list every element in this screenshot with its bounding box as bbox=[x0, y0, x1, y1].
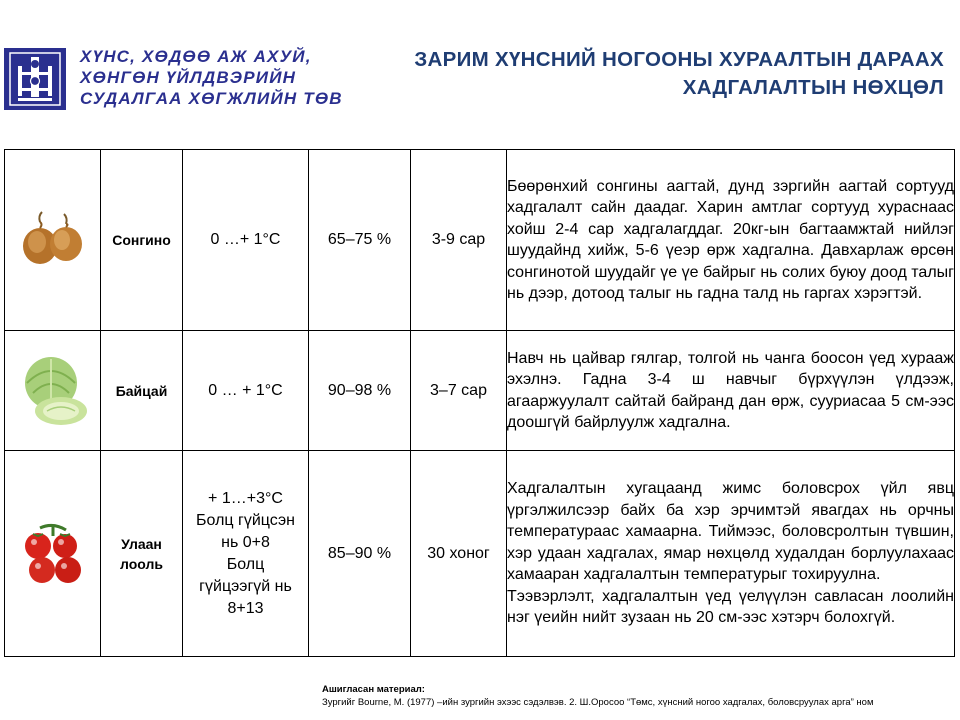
image-cell bbox=[5, 150, 101, 331]
storage-temperature-line: гүйцээгүй нь bbox=[199, 577, 292, 595]
storage-description: Навч нь цайвар гялгар, толгой нь чанга боосон үед хурааж эхэлнэ. Гадна 3-4 ш навчыг бүрхүүлэн үлдээж, агааржуулалт сайтай байранд дан өрж, сууриасаа 5 см-ээс доошгүй байрлуулж хадгална. bbox=[507, 331, 955, 451]
storage-temperature-line: нь 0+8 bbox=[221, 533, 270, 551]
storage-temperature: 0 …+ 1°C bbox=[183, 150, 309, 331]
tomato-image bbox=[20, 522, 86, 586]
relative-humidity: 90–98 % bbox=[309, 331, 411, 451]
table-row bbox=[5, 331, 955, 451]
institute-name-line: ХӨНГӨН ҮЙЛДВЭРИЙН bbox=[80, 68, 297, 87]
storage-description bbox=[507, 451, 955, 657]
image-cell bbox=[5, 331, 101, 451]
page-title-line: ЗАРИМ ХҮНСНИЙ НОГООНЫ ХУРААЛТЫН ДАРААХ bbox=[414, 48, 944, 71]
vegetable-name: Байцай bbox=[101, 331, 183, 451]
storage-duration: 3–7 сар bbox=[411, 331, 507, 451]
soyombo-emblem-icon bbox=[4, 48, 66, 110]
source-text: Зургийг Bourne, M. (1977) –ийн зургийн эхээс сэдэлвэв. 2. Ш.Оросоо “Төмс, хүнсний ногоо хадгалах, боловсруулах арга” ном bbox=[322, 697, 874, 708]
vegetable-name: Сонгино bbox=[101, 150, 183, 331]
storage-conditions-table bbox=[4, 149, 955, 657]
relative-humidity: 85–90 % bbox=[309, 451, 411, 657]
page-title-line: ХАДГАЛАЛТЫН НӨХЦӨЛ bbox=[682, 76, 944, 99]
image-cell bbox=[5, 451, 101, 657]
storage-temperature-line: Болц bbox=[226, 555, 265, 573]
storage-temperature-line: + 1…+3°C bbox=[208, 489, 283, 507]
storage-temperature-line: Болц гүйцсэн bbox=[196, 511, 295, 529]
vegetable-name-line: лооль bbox=[120, 555, 163, 572]
cabbage-image bbox=[15, 353, 91, 429]
table-row bbox=[5, 150, 955, 331]
storage-duration: 3-9 сар bbox=[411, 150, 507, 331]
table-row bbox=[5, 451, 955, 657]
storage-temperature: 0 … + 1°C bbox=[183, 331, 309, 451]
institute-logo bbox=[4, 46, 343, 112]
vegetable-name bbox=[101, 451, 183, 657]
storage-description-paragraph: Хадгалалтын хугацаанд жимс боловсрох үйл явц үргэлжилсээр байх ба хэр эрчимтэй явагдах нь орчны температураас хамаарна. Тиймээс, боловсролтын түвшин, хэр удаан хадгалах, ямар нөхцөлд худалдан борлуулахаас хамааран хадгалалтын температурыг тохируулна. bbox=[507, 480, 954, 584]
source-label: Ашигласан материал: bbox=[322, 684, 425, 695]
storage-temperature-line: 8+13 bbox=[227, 599, 264, 617]
storage-duration: 30 хоног bbox=[411, 451, 507, 657]
storage-description-paragraph: Тээвэрлэлт, хадгалалтын үед үелүүлэн савласан лоолийн нэг үеийн нийт зузаан нь 20 см-ээс хэтэрч болохгүй. bbox=[507, 587, 954, 627]
institute-name-line: ХҮНС, ХӨДӨӨ АЖ АХУЙ, bbox=[80, 47, 312, 66]
source-reference bbox=[322, 683, 873, 709]
institute-name bbox=[80, 46, 343, 109]
vegetable-name-line: Улаан bbox=[121, 535, 162, 552]
storage-description: Бөөрөнхий сонгины аагтай, дунд зэргийн аагтай сортууд хадгалалт сайн даадаг. Харин амтлаг сортууд хураснаас хойш 2-4 сар хадгалагддаг. 20кг-ын багтаамжтай нийлэг шуудайнд хийж, 5-6 үеэр өрж хадгална. Давхарлаж өрсөн сонгинотой шуудайг үе үе байрыг нь солих буюу доод талыг нь дээр, дотоод талыг нь гадна талд нь гаргах хэрэгтэй. bbox=[507, 150, 955, 331]
onion-image bbox=[18, 210, 88, 270]
storage-temperature bbox=[183, 451, 309, 657]
relative-humidity: 65–75 % bbox=[309, 150, 411, 331]
page-title bbox=[324, 46, 944, 102]
institute-name-line: СУДАЛГАА ХӨГЖЛИЙН ТӨВ bbox=[80, 89, 343, 108]
